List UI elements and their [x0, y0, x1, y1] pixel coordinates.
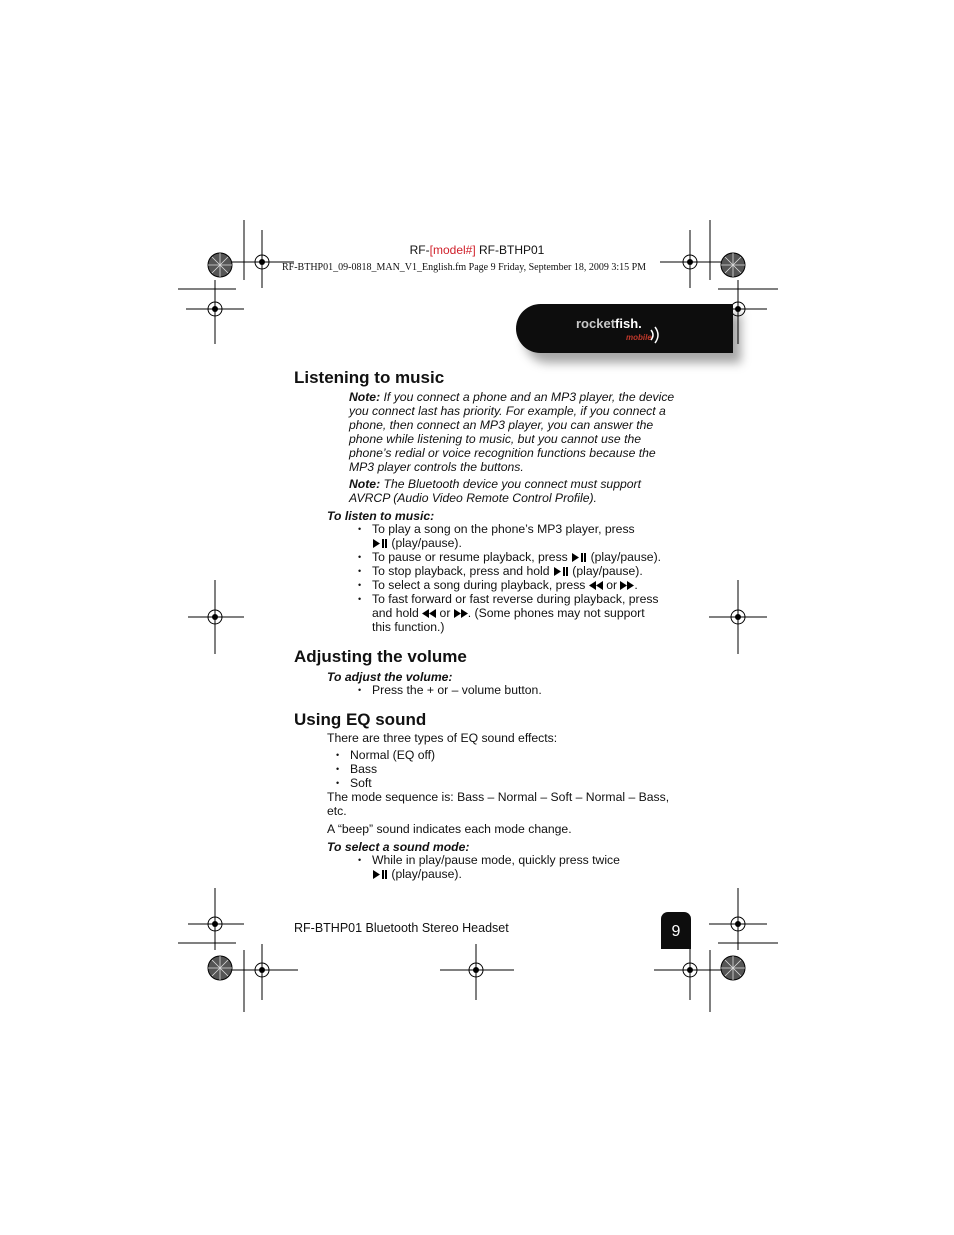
list-item: • Soft: [336, 776, 636, 790]
model-header: [0, 243, 954, 257]
brand-tab: [516, 304, 733, 353]
note-priority: Note: If you connect a phone and an MP3 player, the device you connect last has priority. For example, if you connect a phone, then connect an MP3 player, you can answer the phone while listening to music, but you cannot use the phone’s redial or voice recognition functions because the MP3 player controls the buttons.: [349, 390, 675, 474]
list-item: • To select a song during playback, press or .: [358, 578, 688, 592]
rocketfish-logo: rocketfish. mobile: [576, 316, 652, 342]
list-item: • To pause or resume playback, press (play/pause).: [358, 550, 688, 564]
music-steps: [358, 522, 688, 634]
note-avrcp: Note: The Bluetooth device you connect must support AVRCP (Audio Video Remote Control Profile).: [349, 477, 641, 505]
footer-title: RF-BTHP01 Bluetooth Stereo Headset: [294, 921, 509, 935]
list-item: • While in play/pause mode, quickly press twice (play/pause).: [358, 853, 688, 881]
section-title-music: Listening to music: [294, 368, 445, 387]
play-pause-icon: [571, 553, 587, 562]
eq-beep: A “beep” sound indicates each mode change.: [327, 822, 572, 836]
procedure-listen: To listen to music:: [327, 509, 435, 523]
list-item: • Bass: [336, 762, 636, 776]
model-prefix: RF-: [409, 243, 430, 257]
eq-intro: There are three types of EQ sound effects:: [327, 731, 558, 745]
page-number: 9: [661, 912, 691, 949]
procedure-sound-mode: To select a sound mode:: [327, 840, 470, 854]
file-info: RF-BTHP01_09-0818_MAN_V1_English.fm Page 9 Friday, September 18, 2009 3:15 PM: [282, 262, 647, 273]
list-item: • To play a song on the phone’s MP3 player, press (play/pause).: [358, 522, 688, 550]
fast-forward-icon: [454, 609, 468, 618]
eq-steps: [358, 853, 688, 881]
rewind-icon: [422, 609, 436, 618]
list-item: • Press the + or – volume button.: [358, 683, 688, 697]
rewind-icon: [589, 581, 603, 590]
play-pause-icon: [372, 870, 388, 879]
play-pause-icon: [553, 567, 569, 576]
list-item: • To stop playback, press and hold (play/pause).: [358, 564, 688, 578]
signal-waves-icon: [649, 324, 663, 346]
model-number: RF-BTHP01: [479, 243, 545, 257]
procedure-volume: To adjust the volume:: [327, 670, 453, 684]
play-pause-icon: [372, 539, 388, 548]
section-title-eq: Using EQ sound: [294, 710, 427, 729]
fast-forward-icon: [620, 581, 634, 590]
list-item: • Normal (EQ off): [336, 748, 636, 762]
eq-effects-list: [336, 748, 636, 790]
eq-sequence: The mode sequence is: Bass – Normal – Soft – Normal – Bass, etc.: [327, 790, 670, 818]
section-title-volume: Adjusting the volume: [294, 647, 467, 666]
model-tag: [model#]: [429, 243, 476, 257]
list-item: • To fast forward or fast reverse during playback, press and hold or . (Some phones may not support this function.): [358, 592, 688, 634]
volume-steps: [358, 683, 688, 697]
